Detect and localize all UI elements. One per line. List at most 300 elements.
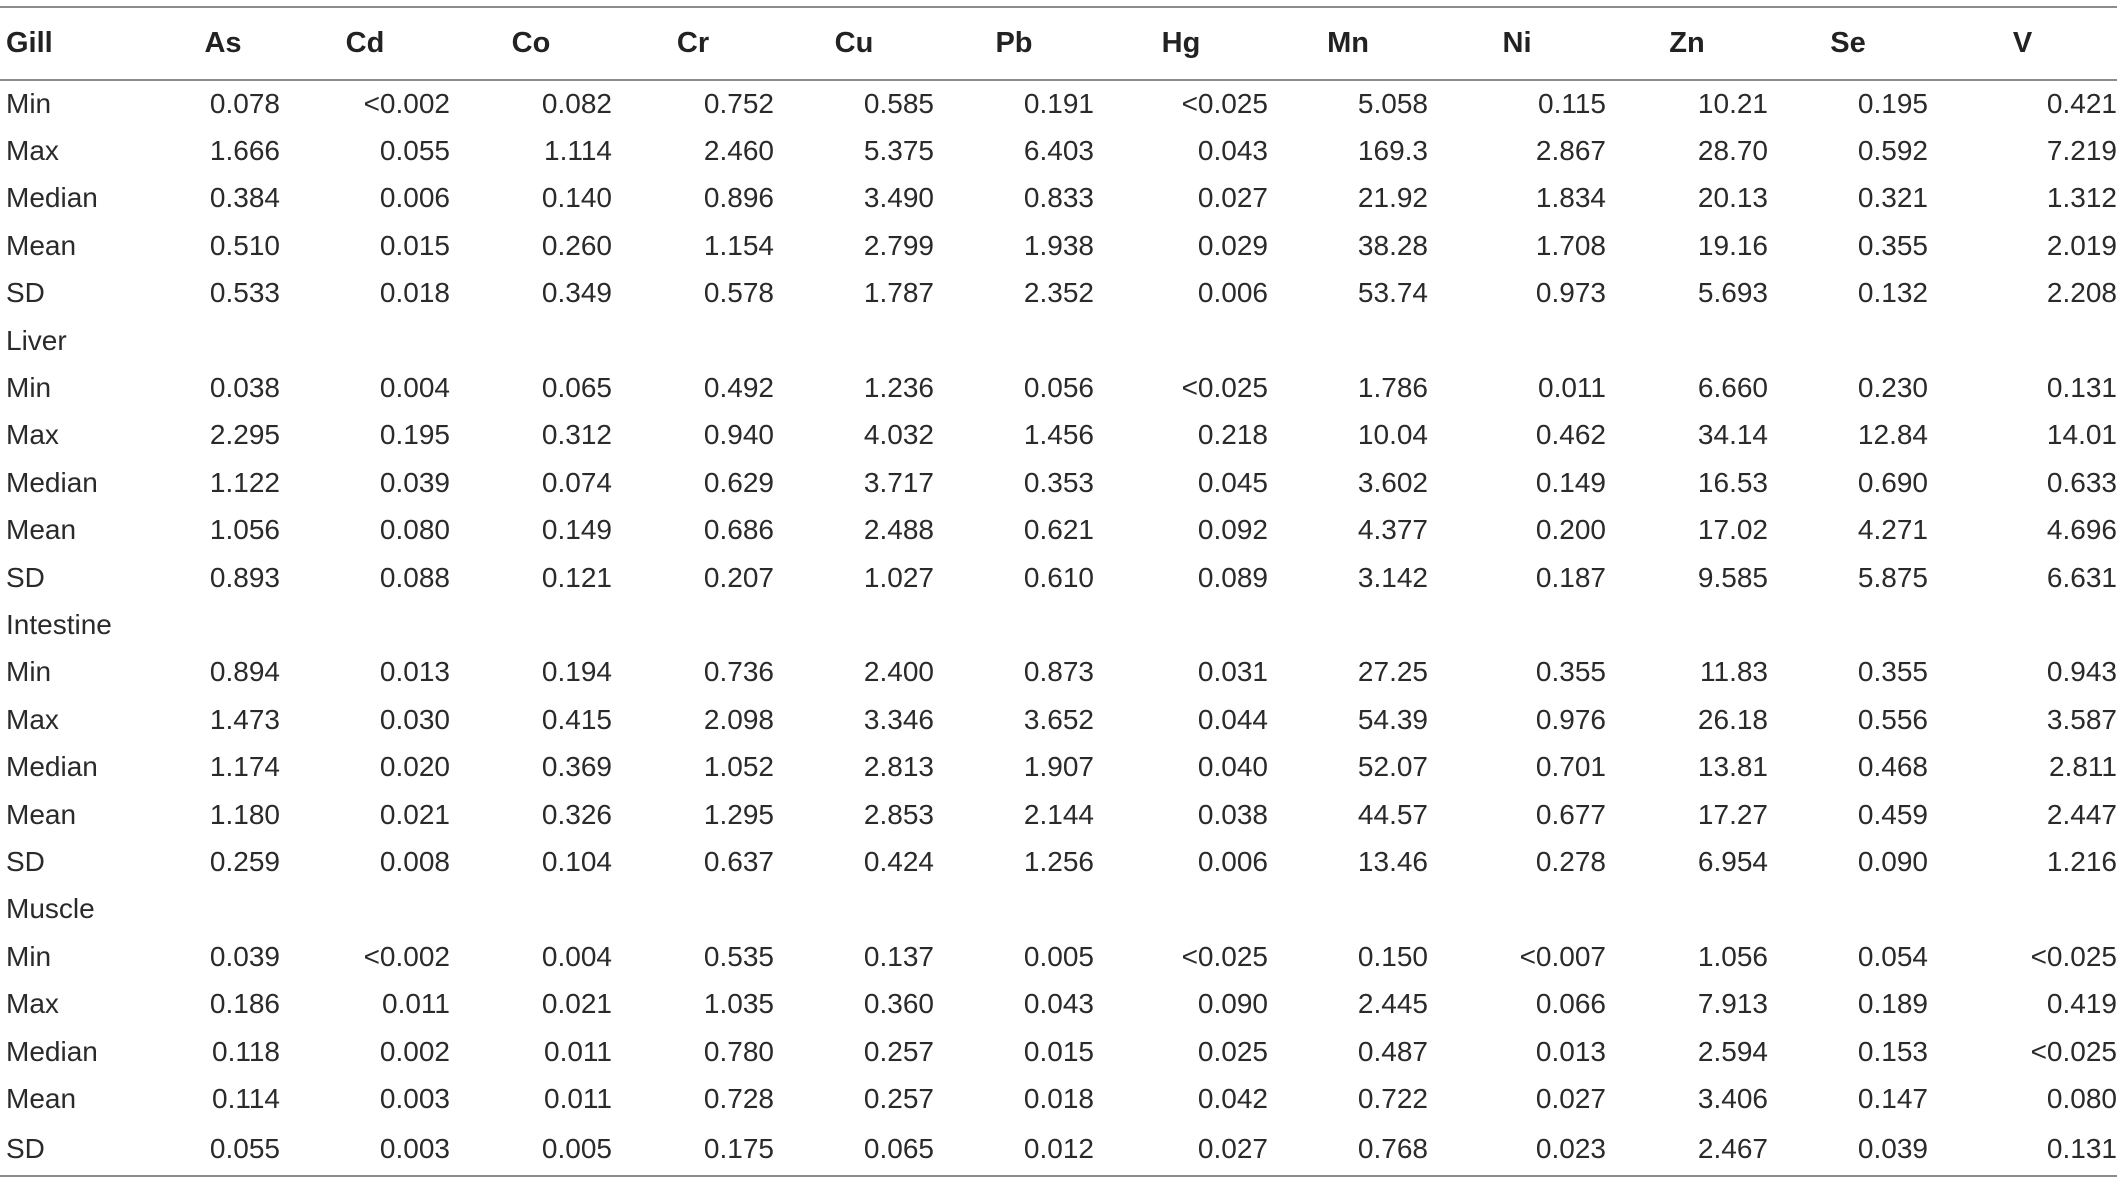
table-cell: 0.115 [1538,88,1606,120]
row-label: Mean [6,229,77,261]
table-cell: 2.853 [863,798,934,830]
table-cell: 0.006 [1197,845,1268,877]
table-cell: 2.295 [209,419,280,451]
table-cell: 1.027 [863,561,934,593]
table-row [0,412,2117,459]
row-label: Median [6,1035,98,1067]
table-cell: 38.28 [1357,229,1428,261]
table-cell: 0.090 [1197,988,1268,1020]
table-cell: 0.140 [541,182,612,214]
table-cell: 0.419 [2046,988,2117,1020]
table-cell: 0.004 [541,940,612,972]
table-cell: 0.011 [1538,372,1606,404]
table-cell: <0.002 [363,940,450,972]
table-cell: 0.055 [166,1123,280,1176]
table-cell: 0.008 [379,845,450,877]
table-cell: 2.467 [1606,1123,1768,1176]
table-cell: 0.055 [379,135,450,167]
table-cell: 0.038 [209,372,280,404]
table-cell: 0.973 [1535,277,1606,309]
table-cell: 17.02 [1697,514,1768,546]
table-cell: 1.708 [1535,229,1606,261]
table-cell: 0.353 [1023,466,1094,498]
table-cell: 0.186 [209,988,280,1020]
table-cell: 0.030 [379,703,450,735]
table-row [0,1075,2117,1122]
table-row [0,743,2117,790]
table-cell: 2.019 [2046,229,2117,261]
table-cell: 0.360 [863,988,934,1020]
table-cell: 0.556 [1857,703,1928,735]
table-cell: 0.943 [2046,656,2117,688]
table-cell: 0.637 [703,845,774,877]
table-cell: 3.346 [863,703,934,735]
table-cell: 5.693 [1697,277,1768,309]
table-cell: 0.195 [379,419,450,451]
table-cell: 0.040 [1197,751,1268,783]
table-cell: 0.369 [541,751,612,783]
table-cell: 0.027 [1535,1082,1606,1114]
header-row [0,7,2117,80]
table-cell: 1.052 [703,751,774,783]
table-cell: 0.592 [1857,135,1928,167]
table-cell: 0.131 [1928,1123,2117,1176]
table-cell: 3.406 [1697,1082,1768,1114]
table-cell: 0.175 [612,1123,774,1176]
table-cell: 0.011 [382,988,450,1020]
table-cell: 2.447 [2046,798,2117,830]
table-cell: 0.082 [541,88,612,120]
table-cell: 0.004 [379,372,450,404]
table-cell: 3.142 [1357,561,1428,593]
table-cell: 0.585 [863,88,934,120]
table-row [0,175,2117,222]
table-cell: 2.352 [1023,277,1094,309]
table-cell: 1.236 [863,372,934,404]
table-cell: 1.256 [1023,845,1094,877]
table-cell: 1.473 [209,703,280,735]
table-cell: 0.045 [1197,466,1268,498]
row-label: Mean [6,1082,77,1114]
table-row [0,127,2117,174]
table-row [0,80,2117,127]
column-header-se: Se [1768,7,1928,80]
section-row-liver [0,317,2117,364]
table-cell: 1.787 [863,277,934,309]
table-cell: 0.894 [209,656,280,688]
table-cell: 0.462 [1535,419,1606,451]
row-label: Median [6,182,98,214]
row-label: Max [6,135,59,167]
table-cell: 10.21 [1697,88,1768,120]
table-cell: 6.660 [1697,372,1768,404]
column-header-cu: Cu [774,7,934,80]
table-cell: 1.295 [703,798,774,830]
table-cell: 0.042 [1197,1082,1268,1114]
table-cell: 0.021 [379,798,450,830]
section-label: Liver [6,324,67,356]
table-cell: 20.13 [1697,182,1768,214]
table-cell: 0.018 [379,277,450,309]
table-cell: 0.003 [280,1123,450,1176]
table-cell: 0.080 [379,514,450,546]
table-cell: 4.271 [1857,514,1928,546]
table-cell: <0.025 [1181,372,1268,404]
table-cell: 3.602 [1357,466,1428,498]
table-cell: 0.039 [209,940,280,972]
table-cell: 1.174 [209,751,280,783]
table-cell: 0.015 [1023,1035,1094,1067]
row-label: Max [6,419,59,451]
table-cell: 19.16 [1697,229,1768,261]
table-cell: 0.015 [379,229,450,261]
table-cell: 4.696 [2046,514,2117,546]
table-cell: 0.089 [1197,561,1268,593]
table-cell: 2.594 [1697,1035,1768,1067]
table-cell: 0.029 [1197,229,1268,261]
section-row-intestine [0,601,2117,648]
table-cell: 0.321 [1857,182,1928,214]
table-cell: 4.377 [1357,514,1428,546]
table-cell: 0.257 [863,1035,934,1067]
table-cell: 13.81 [1697,751,1768,783]
table-cell: 0.092 [1197,514,1268,546]
table-cell: 0.066 [1535,988,1606,1020]
table-cell: 1.834 [1535,182,1606,214]
table-body [0,80,2117,1176]
row-label: SD [6,845,45,877]
table-cell: 12.84 [1857,419,1928,451]
table-cell: 0.260 [541,229,612,261]
table-cell: 6.954 [1697,845,1768,877]
column-header-cr: Cr [612,7,774,80]
table-cell: <0.025 [1181,88,1268,120]
row-label: Min [6,940,52,972]
table-cell: 14.01 [2046,419,2117,451]
table-cell: 0.002 [379,1035,450,1067]
table-cell: 0.150 [1357,940,1428,972]
table-cell: 0.492 [703,372,774,404]
row-label: Min [6,656,52,688]
table-cell: 0.080 [2046,1082,2117,1114]
table-cell: 0.355 [1857,229,1928,261]
table-cell: <0.025 [2030,1035,2117,1067]
table-cell: 0.039 [379,466,450,498]
table-cell: 0.194 [541,656,612,688]
table-cell: 0.025 [1197,1035,1268,1067]
table-cell: 0.012 [934,1123,1094,1176]
table-cell: 0.468 [1857,751,1928,783]
table-cell: 0.121 [541,561,612,593]
table-cell: 0.257 [863,1082,934,1114]
table-cell: 11.83 [1700,656,1768,688]
table-cell: 0.633 [2046,466,2117,498]
table-cell: 4.032 [863,419,934,451]
table-cell: 27.25 [1357,656,1428,688]
table-cell: 0.610 [1023,561,1094,593]
table-cell: 0.137 [863,940,934,972]
table-cell: 1.180 [209,798,280,830]
table-cell: 1.056 [1697,940,1768,972]
column-header-first: Gill [0,7,166,80]
row-label: Median [6,751,98,783]
row-label: SD [0,1123,166,1176]
table-cell: 1.456 [1023,419,1094,451]
table-cell: 0.018 [1023,1082,1094,1114]
table-cell: 0.020 [379,751,450,783]
table-cell: 0.896 [703,182,774,214]
table-cell: 0.312 [541,419,612,451]
table-cell: 0.132 [1857,277,1928,309]
table-cell: 0.027 [1094,1123,1268,1176]
table-row [0,933,2117,980]
table-cell: 0.005 [1023,940,1094,972]
table-cell: 3.587 [2046,703,2117,735]
table-cell: 34.14 [1697,419,1768,451]
table-cell: 0.415 [541,703,612,735]
table-cell: 28.70 [1697,135,1768,167]
table-cell: 6.403 [1023,135,1094,167]
column-header-v: V [1928,7,2117,80]
table-cell: 0.578 [703,277,774,309]
table-cell: 1.216 [2046,845,2117,877]
table-cell: 2.445 [1357,988,1428,1020]
column-header-cd: Cd [280,7,450,80]
table-row [0,364,2117,411]
table-cell: 2.098 [703,703,774,735]
table-cell: 0.736 [703,656,774,688]
row-label: Mean [6,798,77,830]
table-cell: 54.39 [1357,703,1428,735]
table-cell: 0.424 [863,845,934,877]
table-cell: <0.025 [2030,940,2117,972]
table-cell: 0.510 [209,229,280,261]
table-cell: 3.717 [863,466,934,498]
table-cell: 0.088 [379,561,450,593]
row-label: Max [6,703,59,735]
table-cell: 5.058 [1357,88,1428,120]
table-row [0,649,2117,696]
table-cell: 0.104 [541,845,612,877]
table-cell: 0.149 [541,514,612,546]
section-label: Muscle [6,893,95,925]
column-header-ni: Ni [1428,7,1606,80]
table-cell: 0.218 [1197,419,1268,451]
table-cell: 0.013 [1535,1035,1606,1067]
table-row [0,270,2117,317]
row-label: SD [6,561,45,593]
table-cell: 0.533 [209,277,280,309]
table-cell: 2.867 [1535,135,1606,167]
table-cell: 0.940 [703,419,774,451]
table-cell: 21.92 [1357,182,1428,214]
table-cell: 0.535 [703,940,774,972]
table-cell: 0.326 [541,798,612,830]
table-cell: 1.907 [1023,751,1094,783]
table-cell: 0.384 [209,182,280,214]
table-cell: 0.621 [1023,514,1094,546]
table-cell: 6.631 [2046,561,2117,593]
table-cell: 0.114 [212,1082,280,1114]
table-cell: 1.666 [209,135,280,167]
table-cell: 2.813 [863,751,934,783]
table-row [0,980,2117,1027]
table-cell: 3.490 [863,182,934,214]
table-cell: 2.799 [863,229,934,261]
table-row [0,791,2117,838]
table-cell: 0.043 [1197,135,1268,167]
column-header-as: As [166,7,280,80]
table-cell: 0.355 [1857,656,1928,688]
table-cell: 0.207 [703,561,774,593]
table-cell: 0.149 [1535,466,1606,498]
table-cell: 10.04 [1357,419,1428,451]
table-cell: 0.677 [1535,798,1606,830]
table-cell: 0.021 [541,988,612,1020]
table-cell: 2.811 [2049,751,2117,783]
table-cell: 0.187 [1535,561,1606,593]
table-cell: 0.768 [1268,1123,1428,1176]
table-row [0,838,2117,885]
table-cell: 0.421 [2046,88,2117,120]
table-cell: 9.585 [1697,561,1768,593]
table-cell: 1.056 [209,514,280,546]
table-cell: 0.006 [379,182,450,214]
table-cell: 0.027 [1197,182,1268,214]
table-cell: 0.686 [703,514,774,546]
table-cell: 0.078 [209,88,280,120]
table-cell: 0.259 [209,845,280,877]
table-cell: 0.054 [1857,940,1928,972]
table-cell: 17.27 [1697,798,1768,830]
table-cell: 0.006 [1197,277,1268,309]
column-header-pb: Pb [934,7,1094,80]
table-cell: 0.131 [2046,372,2117,404]
table-cell: 0.039 [1768,1123,1928,1176]
table-cell: 1.312 [2046,182,2117,214]
row-label: Min [6,88,52,120]
table-cell: 5.875 [1857,561,1928,593]
table-cell: 7.913 [1697,988,1768,1020]
table-cell: 0.701 [1535,751,1606,783]
table-cell: 0.349 [541,277,612,309]
table-cell: 0.629 [703,466,774,498]
table-cell: 0.752 [703,88,774,120]
table-cell: 0.200 [1535,514,1606,546]
table-cell: 0.038 [1197,798,1268,830]
table-cell: 0.074 [541,466,612,498]
row-label: Median [6,466,98,498]
table-cell: 26.18 [1697,703,1768,735]
column-header-zn: Zn [1606,7,1768,80]
table-cell: 1.786 [1357,372,1428,404]
table-row [0,459,2117,506]
table-cell: <0.002 [363,88,450,120]
table-cell: 0.023 [1428,1123,1606,1176]
column-header-mn: Mn [1268,7,1428,80]
table-cell: 0.355 [1535,656,1606,688]
row-label: Min [6,372,52,404]
table-cell: 0.690 [1857,466,1928,498]
table-cell: 0.013 [379,656,450,688]
table-cell: 0.011 [544,1035,612,1067]
table-cell: 0.147 [1857,1082,1928,1114]
table-cell: 0.459 [1857,798,1928,830]
table-cell: 2.488 [863,514,934,546]
section-row-muscle [0,886,2117,933]
table-cell: 53.74 [1357,277,1428,309]
table-cell: 0.011 [544,1082,612,1114]
table-cell: 0.189 [1857,988,1928,1020]
table-row [0,222,2117,269]
table-cell: 0.065 [774,1123,934,1176]
table-cell: 0.056 [1023,372,1094,404]
table-cell: 1.035 [703,988,774,1020]
table-row [0,696,2117,743]
table-cell: 52.07 [1357,751,1428,783]
table-cell: 0.893 [209,561,280,593]
table-cell: 3.652 [1023,703,1094,735]
table-cell: 2.460 [703,135,774,167]
table-cell: 0.873 [1023,656,1094,688]
table-cell: 0.153 [1857,1035,1928,1067]
row-label: SD [6,277,45,309]
table-cell: 0.118 [212,1035,280,1067]
row-label: Mean [6,514,77,546]
table-cell: 169.3 [1357,135,1428,167]
column-header-co: Co [450,7,612,80]
table-cell: 0.722 [1357,1082,1428,1114]
table-cell: 2.208 [2046,277,2117,309]
table-cell: 7.219 [2046,135,2117,167]
table-cell: 0.003 [379,1082,450,1114]
table-cell: 1.122 [209,466,280,498]
table-cell: 0.090 [1857,845,1928,877]
table-cell: 2.400 [863,656,934,688]
table-cell: 2.144 [1023,798,1094,830]
table-cell: 0.833 [1023,182,1094,214]
table-cell: 0.230 [1857,372,1928,404]
table-cell: 0.005 [450,1123,612,1176]
table-cell: 16.53 [1697,466,1768,498]
table-row [0,554,2117,601]
table-cell: 0.044 [1197,703,1268,735]
row-label: Max [6,988,59,1020]
metal-concentration-table [0,6,2117,1177]
table-cell: 5.375 [863,135,934,167]
table-cell: 0.976 [1535,703,1606,735]
table-cell: 1.938 [1023,229,1094,261]
table-cell: 44.57 [1357,798,1428,830]
table-cell: 0.191 [1023,88,1094,120]
table-header [0,7,2117,80]
table-cell: 0.278 [1535,845,1606,877]
table-cell: 1.114 [544,135,612,167]
section-label: Intestine [6,608,112,640]
table-cell: 0.043 [1023,988,1094,1020]
table-cell: 0.728 [703,1082,774,1114]
table-row [0,1028,2117,1075]
table-cell: 0.487 [1357,1035,1428,1067]
table-cell: 0.065 [541,372,612,404]
table-cell: <0.007 [1519,940,1606,972]
table-cell: 0.780 [703,1035,774,1067]
table-row [0,1123,2117,1176]
table-cell: 0.031 [1197,656,1268,688]
table-cell: 13.46 [1357,845,1428,877]
table-cell: 1.154 [703,229,774,261]
table-cell: 0.195 [1857,88,1928,120]
